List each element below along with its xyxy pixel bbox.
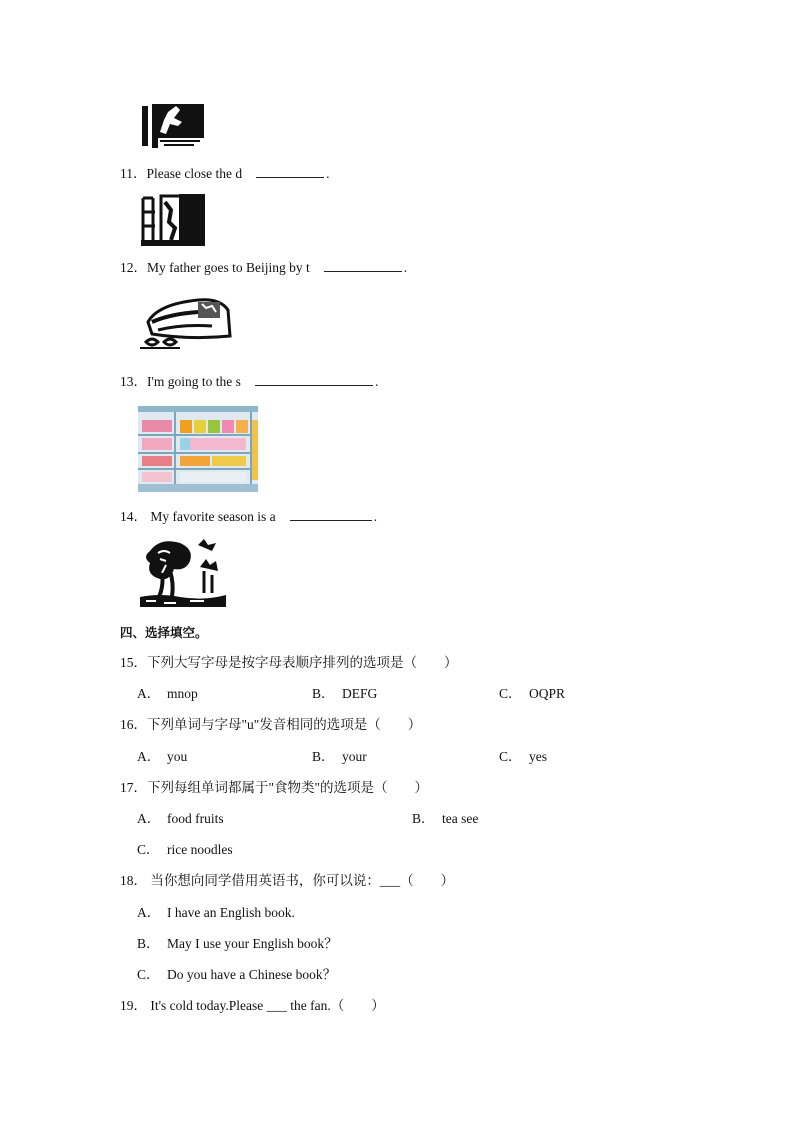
question-16-stem: 16．下列单词与字母"u"发音相同的选项是（ ） bbox=[120, 717, 422, 732]
option-text: Do you have a Chinese book？ bbox=[167, 967, 337, 982]
answer-blank[interactable] bbox=[256, 165, 324, 178]
door-image bbox=[139, 192, 207, 248]
supermarket-image bbox=[138, 406, 258, 492]
question-15-option-b[interactable] bbox=[312, 685, 377, 703]
option-text: May I use your English book？ bbox=[167, 936, 338, 951]
option-label: C． bbox=[137, 967, 160, 982]
question-14 bbox=[120, 508, 377, 526]
option-label: B． bbox=[137, 936, 160, 951]
question-18-stem: 18． 当你想向同学借用英语书，你可以说：___（ ） bbox=[120, 873, 455, 888]
question-number: 19． bbox=[120, 998, 147, 1013]
question-number: 11． bbox=[120, 166, 147, 181]
question-16-option-c[interactable] bbox=[499, 748, 547, 766]
punctuation: . bbox=[374, 374, 379, 389]
answer-blank[interactable] bbox=[290, 508, 372, 521]
option-label: C． bbox=[499, 749, 522, 764]
question-19 bbox=[120, 997, 385, 1015]
option-text: your bbox=[342, 749, 367, 764]
section-heading: 四、选择填空。 bbox=[120, 625, 208, 640]
question-17-stem: 17．下列每组单词都属于"食物类"的选项是（ ） bbox=[120, 780, 429, 795]
option-label: C． bbox=[499, 686, 522, 701]
question-18-option-b[interactable] bbox=[137, 935, 338, 953]
question-text: It's cold today.Please ___ the fan.（ ） bbox=[147, 998, 385, 1013]
question-number: 14． bbox=[120, 509, 147, 524]
question-text: I'm going to the s bbox=[147, 374, 241, 389]
doctor-image bbox=[138, 102, 206, 150]
question-11 bbox=[120, 165, 329, 183]
option-text: mnop bbox=[167, 686, 198, 701]
train-image bbox=[138, 292, 234, 356]
question-18-option-c[interactable] bbox=[137, 966, 336, 984]
option-label: A． bbox=[137, 686, 161, 701]
option-text: I have an English book. bbox=[167, 905, 295, 920]
option-label: B． bbox=[312, 686, 335, 701]
answer-blank[interactable] bbox=[324, 259, 402, 272]
option-label: A． bbox=[137, 905, 161, 920]
option-text: DEFG bbox=[342, 686, 378, 701]
option-label: A． bbox=[137, 811, 161, 826]
punctuation: . bbox=[403, 260, 408, 275]
option-text: OQPR bbox=[529, 686, 566, 701]
option-text: you bbox=[167, 749, 188, 764]
question-text: My father goes to Beijing by t bbox=[147, 260, 310, 275]
question-17-option-c[interactable] bbox=[137, 841, 233, 859]
autumn-image bbox=[140, 537, 226, 607]
question-17-option-a[interactable] bbox=[137, 810, 224, 828]
question-15-stem: 15．下列大写字母是按字母表顺序排列的选项是（ ） bbox=[120, 655, 458, 670]
option-label: C． bbox=[137, 842, 160, 857]
option-label: B． bbox=[412, 811, 435, 826]
question-15-option-c[interactable] bbox=[499, 685, 565, 703]
punctuation: . bbox=[326, 166, 330, 181]
question-number: 12． bbox=[120, 260, 147, 275]
question-17-option-b[interactable] bbox=[412, 810, 478, 828]
option-label: A． bbox=[137, 749, 161, 764]
question-18-option-a[interactable] bbox=[137, 904, 295, 922]
answer-blank[interactable] bbox=[255, 373, 373, 386]
option-label: B． bbox=[312, 749, 335, 764]
question-number: 13． bbox=[120, 374, 147, 389]
question-15-option-a[interactable] bbox=[137, 685, 198, 703]
option-text: food fruits bbox=[167, 811, 224, 826]
question-16-option-a[interactable] bbox=[137, 748, 187, 766]
question-text: My favorite season is a bbox=[147, 509, 276, 524]
option-text: tea see bbox=[442, 811, 479, 826]
question-16-option-b[interactable] bbox=[312, 748, 367, 766]
question-text: Please close the d bbox=[146, 166, 243, 181]
question-12 bbox=[120, 259, 407, 277]
question-13 bbox=[120, 373, 378, 391]
option-text: yes bbox=[529, 749, 547, 764]
punctuation: . bbox=[373, 509, 377, 524]
option-text: rice noodles bbox=[167, 842, 233, 857]
